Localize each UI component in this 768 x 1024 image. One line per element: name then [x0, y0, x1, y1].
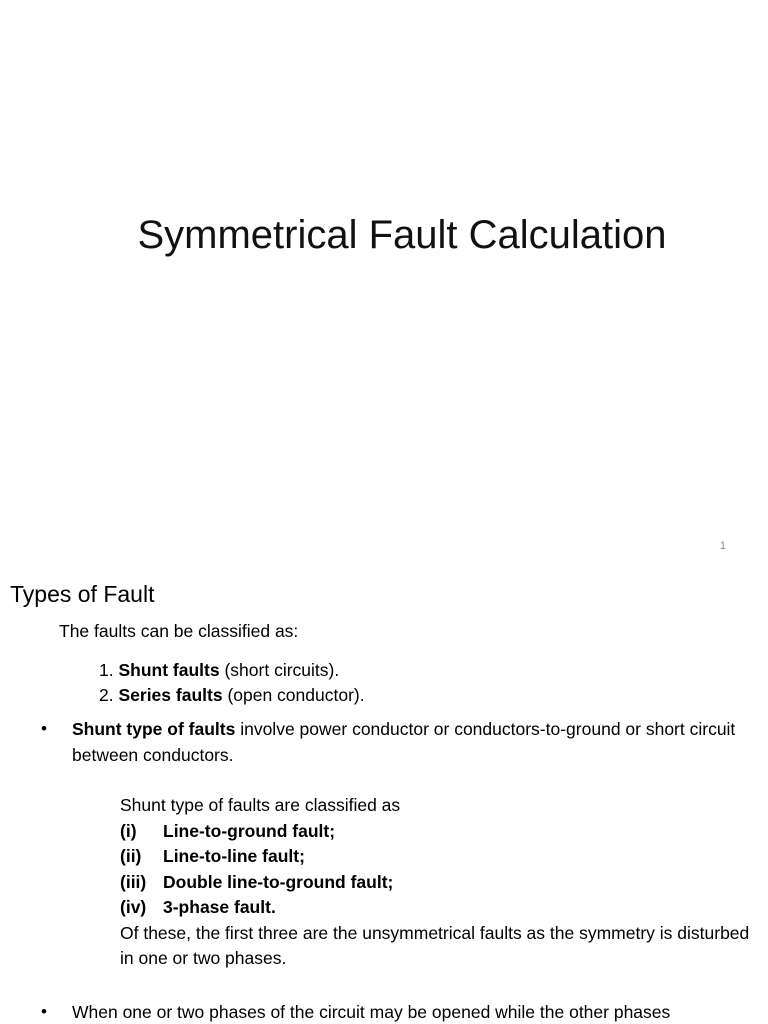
roman-number: (ii) — [120, 846, 142, 866]
slide-title: Symmetrical Fault Calculation — [137, 213, 667, 257]
fault-type: Line-to-ground fault; — [163, 820, 336, 841]
sub-note: Of these, the first three are the unsymmetrical faults as the symmetry is disturbed in one or two phases. — [120, 922, 750, 968]
list-number: 2. — [99, 685, 114, 705]
fault-type: Double line-to-ground fault; — [163, 871, 394, 892]
intro-text: The faults can be classified as: — [59, 621, 299, 641]
list-bold-term: Shunt faults — [118, 660, 220, 680]
list-item — [120, 870, 760, 896]
bullet-text: involve power conductor or conductors-to-ground or short circuit between conductors. — [72, 719, 736, 765]
roman-number: (iv) — [120, 897, 147, 917]
list-number: 1. — [99, 660, 114, 680]
shunt-types-block — [120, 793, 760, 971]
fault-type: 3-phase fault. — [163, 897, 276, 917]
bullet-dot: • — [41, 719, 47, 738]
sub-heading: Shunt type of faults are classified as — [120, 795, 401, 815]
slide-2 — [0, 568, 768, 1024]
bullet-text: When one or two phases of the circuit may be opened while the other phases — [72, 1002, 671, 1022]
list-item — [120, 819, 760, 845]
list-item — [99, 683, 365, 708]
list-bold-term: Series faults — [118, 685, 223, 705]
list-rest: (open conductor). — [227, 685, 365, 705]
roman-number: (iii) — [120, 871, 147, 892]
bullet-dot: • — [41, 1002, 47, 1021]
bullet-shunt-faults — [41, 716, 764, 768]
bullet-bold-term: Shunt type of faults — [72, 719, 236, 739]
slide-number: 1 — [719, 540, 726, 552]
list-rest: (short circuits). — [224, 660, 340, 680]
list-item — [120, 844, 760, 870]
bullet-series-faults — [41, 999, 764, 1024]
fault-type: Line-to-line fault; — [163, 846, 305, 866]
roman-number: (i) — [120, 820, 137, 841]
list-item — [99, 658, 365, 683]
fault-class-list — [99, 658, 365, 708]
list-item — [120, 895, 760, 921]
slide-title: Types of Fault — [10, 581, 155, 607]
